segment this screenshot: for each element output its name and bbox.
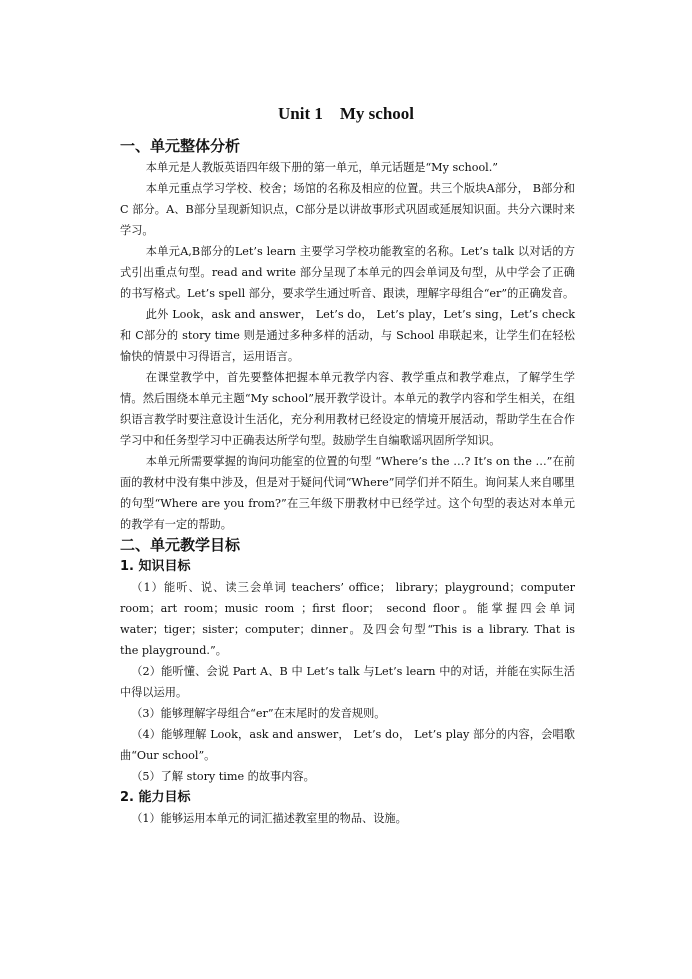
objective-item: （4）能够理解 Look，ask and answer， Let’s do， Let’s play 部分的内容，会唱歌曲“Our school”。 <box>120 728 575 762</box>
document-body <box>120 136 575 829</box>
paragraph: 本单元A,B部分的Let’s learn 主要学习学校功能教室的名称。Let’s talk 以对话的方式引出重点句型。read and write 部分呈现了本单元的四会单词及句型，从中学会了正确的书写格式。Let’s spell 部分，要求学生通过听音、跟读，理解字母组合“er”的正确发音。 <box>120 245 575 300</box>
section-heading-analysis: 一、单元整体分析 <box>120 137 241 155</box>
objective-item: （1）能够运用本单元的词汇描述教室里的物品、设施。 <box>131 812 407 825</box>
section-heading-objectives: 二、单元教学目标 <box>120 536 241 554</box>
subsection-heading-knowledge: 1. 知识目标 <box>120 559 191 574</box>
paragraph: 本单元所需要掌握的询问功能室的位置的句型 “Where’s the …? It’s on the …”在前面的教材中没有集中涉及，但是对于疑问代词“Where”同学们并不陌生。询问某人来自哪里的句型“Where are you from?”在三年级下册教材中已经学过。这个句型的表达对本单元的教学有一定的帮助。 <box>120 455 575 531</box>
objective-item: （5）了解 story time 的故事内容。 <box>131 770 315 783</box>
objective-item: （2）能听懂、会说 Part A、B 中 Let’s talk 与Let’s learn 中的对话，并能在实际生活中得以运用。 <box>120 665 575 699</box>
paragraph: 本单元是人教版英语四年级下册的第一单元，单元话题是“My school.” <box>145 161 499 174</box>
subsection-heading-ability: 2. 能力目标 <box>120 790 191 805</box>
objective-item: （3）能够理解字母组合“er”在末尾时的发音规则。 <box>131 707 386 720</box>
paragraph: 本单元重点学习学校、校舍；场馆的名称及相应的位置。共三个版块A部分， B部分和C 部分。A、B部分呈现新知识点，C部分是以讲故事形式巩固或延展知识面。共分六课时来学习。 <box>120 182 575 237</box>
objective-item: （1）能听、说、读三会单词 teachers’ office； library；playground；computer room；art room；music room ；first floor； second floor。能掌握四会单词 water；tiger；sister；computer；dinner。及四会句型“This is a library. That is the playground.”。 <box>120 581 575 657</box>
document-title: Unit 1 My school <box>278 104 414 123</box>
paragraph: 此外 Look，ask and answer， Let’s do， Let’s play，Let’s sing，Let’s check和 C部分的 story time 则是通过多种多样的活动，与 School 串联起来，让学生们在轻松愉快的情景中习得语言，运用语言。 <box>120 308 575 363</box>
paragraph: 在课堂教学中，首先要整体把握本单元教学内容、教学重点和教学难点，了解学生学情。然后围绕本单元主题“My school”展开教学设计。本单元的教学内容和学生相关，在组织语言教学时要注意设计生活化，充分利用教材已经设定的情境开展活动，帮助学生在合作学习中和任务型学习中正确表达所学句型。鼓励学生自编歌谣巩固所学知识。 <box>120 371 575 447</box>
